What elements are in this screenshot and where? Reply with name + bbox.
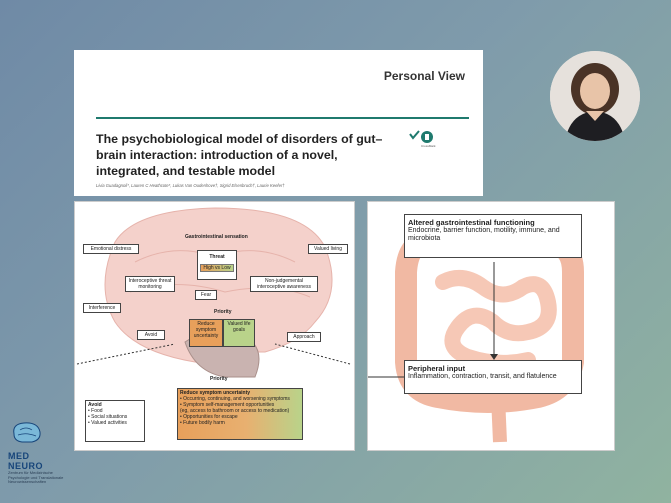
gut-figure bbox=[367, 201, 615, 451]
reduce-uncertainty-box: Reduce symptom uncertainty bbox=[189, 319, 223, 347]
priority-label: Priority bbox=[214, 309, 232, 315]
reduce-item: (eg, access to bathroom or access to medication) bbox=[180, 408, 290, 414]
fear-box: Fear bbox=[195, 290, 217, 300]
altered-gi-title: Altered gastrointestinal functioning bbox=[408, 218, 535, 227]
paper-title: The psychobiological model of disorders of gut–brain interaction: introduction of a novel, integrated, and testable model bbox=[96, 132, 383, 179]
crossmark-icon[interactable] bbox=[407, 128, 437, 148]
reduce-item: • Opportunities for escape bbox=[180, 414, 238, 420]
reduce-detail-title: Reduce symptom uncertainty bbox=[180, 390, 251, 396]
peripheral-input-title: Peripheral input bbox=[408, 364, 466, 373]
gi-sensation-label: Gastrointestinal sensation bbox=[185, 234, 248, 240]
brain-model-figure bbox=[74, 201, 355, 451]
reduce-detail-box bbox=[177, 388, 303, 440]
paper-authors: Livia Guadagnoli*, Lauren C Heathcote*, Lukas Van Oudenhove†, Sigrid Elsenbruch†, Laurie Keefer† bbox=[96, 183, 285, 188]
altered-gi-body: Endocrine, barrier function, motility, immune, and microbiota bbox=[408, 227, 560, 243]
threat-level: High vs Low bbox=[200, 264, 234, 272]
altered-gi-box bbox=[404, 214, 582, 258]
portrait-photo bbox=[550, 51, 640, 141]
threat-label: Threat bbox=[209, 254, 225, 260]
brain-logo-icon bbox=[8, 420, 44, 446]
valued-goals-box: Valued life goals bbox=[223, 319, 255, 347]
logo-line1: MED bbox=[8, 451, 30, 461]
valued-living-box: Valued living bbox=[308, 244, 348, 254]
section-label: Personal View bbox=[383, 69, 465, 83]
reduce-item: • Symptom self-management opportunities bbox=[180, 402, 275, 408]
avoid-item: • Food bbox=[88, 408, 103, 414]
reduce-item: • Occurring, continuing, and worsening symptoms bbox=[180, 396, 290, 402]
avoid-item: • Social situations bbox=[88, 414, 128, 420]
logo-sub1: Zentrum für Medizinische bbox=[8, 470, 53, 475]
emotional-distress-box: Emotional distress bbox=[83, 244, 139, 254]
logo-sub3: Neurowissenschaften bbox=[8, 479, 47, 485]
avoid-item: • Valued activities bbox=[88, 420, 127, 426]
interference-box: Interference bbox=[83, 303, 121, 313]
logo-line2: NEURO bbox=[8, 461, 44, 471]
paper-header bbox=[74, 50, 483, 196]
avoid-box: Avoid bbox=[137, 330, 165, 340]
threat-box bbox=[197, 250, 237, 280]
non-judgemental-box: Non-judgemental interoceptive awareness bbox=[250, 276, 318, 292]
peripheral-input-box bbox=[404, 360, 582, 394]
priority-detail-label: Priority bbox=[210, 376, 228, 382]
reduce-item: • Future bodily harm bbox=[180, 420, 225, 426]
divider bbox=[96, 117, 469, 119]
avoid-detail-title: Avoid bbox=[88, 402, 102, 408]
crossmark-label: CrossMark bbox=[421, 144, 436, 148]
approach-box: Approach bbox=[287, 332, 321, 342]
logo-sub2: Psychologie und Translationale bbox=[8, 474, 64, 480]
medneuro-logo bbox=[8, 420, 108, 500]
peripheral-input-body: Inflammation, contraction, transit, and flatulence bbox=[408, 373, 557, 380]
interoceptive-monitoring-box: Interoceptive threat monitoring bbox=[125, 276, 175, 292]
